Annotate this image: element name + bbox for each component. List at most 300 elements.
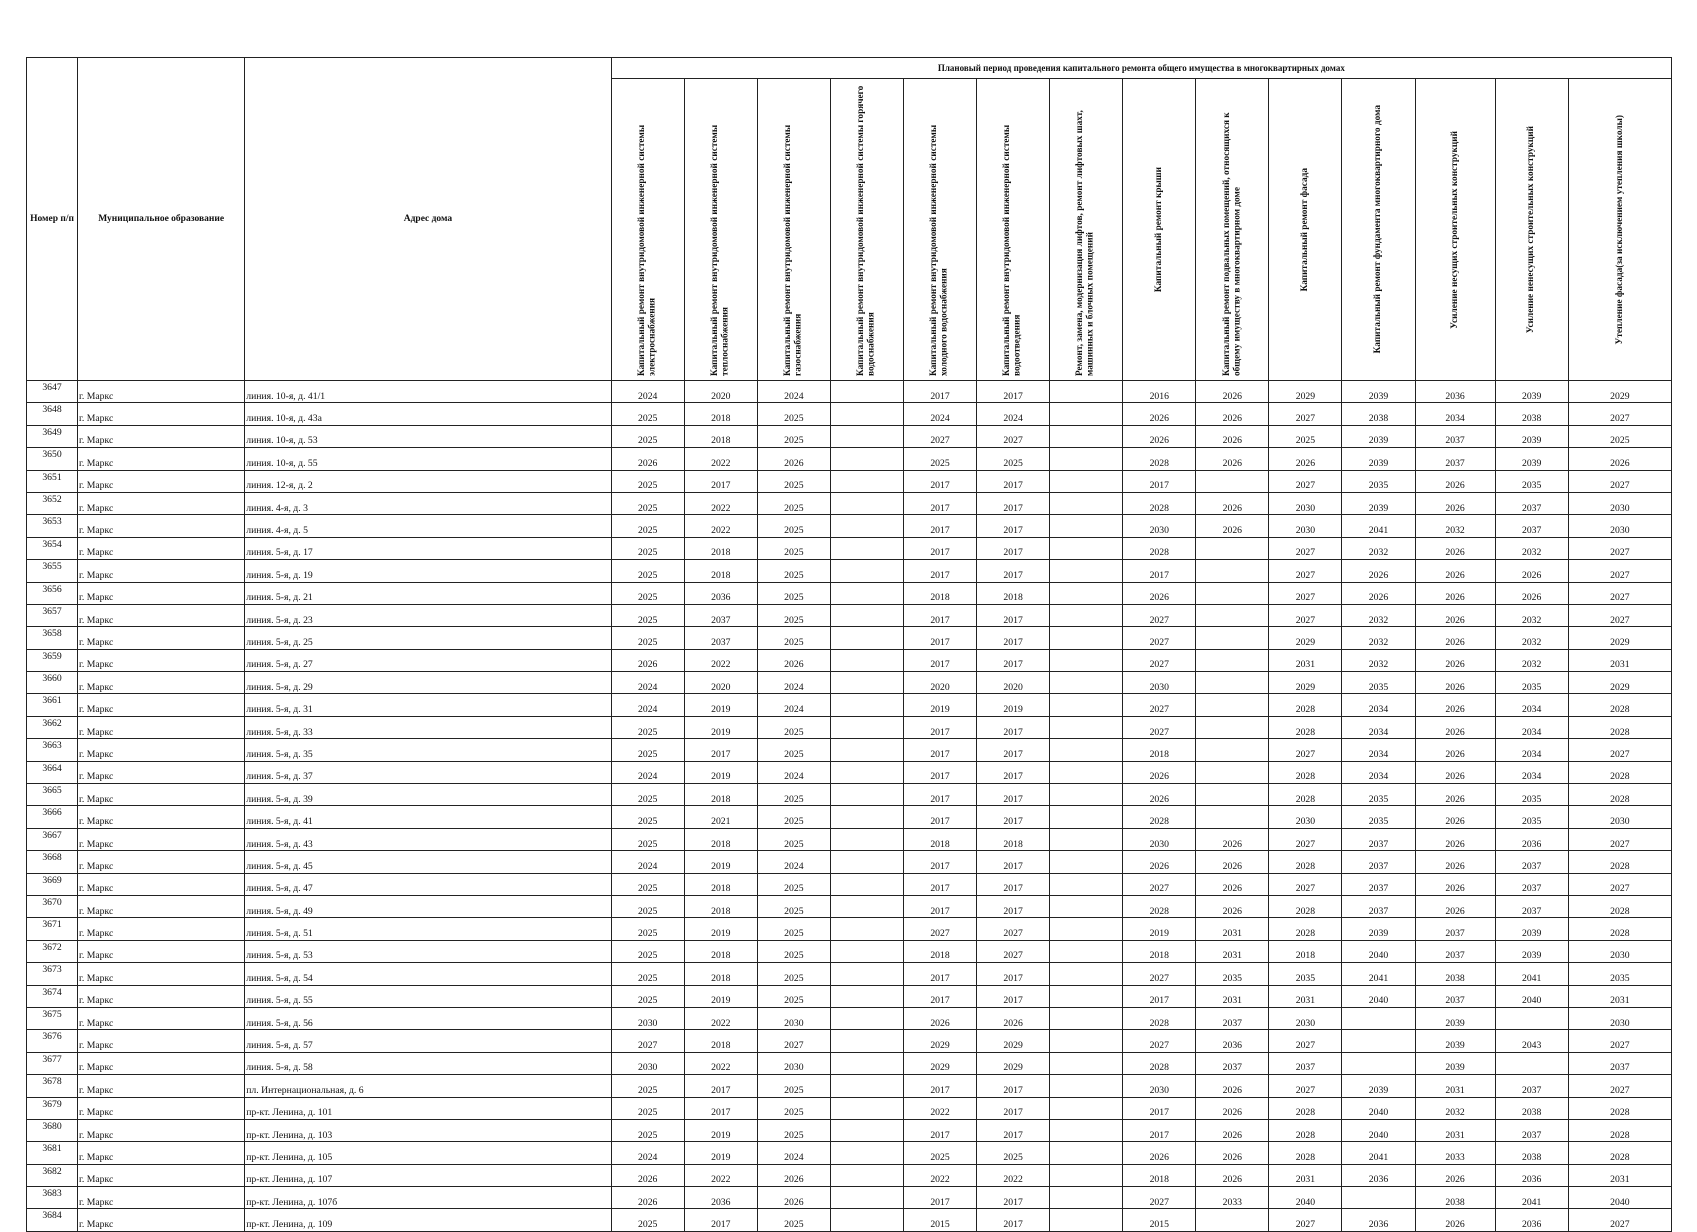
row-year-cell: 2039 xyxy=(1495,425,1568,447)
row-year-cell xyxy=(830,381,903,403)
row-year-cell: 2020 xyxy=(977,672,1050,694)
row-year-cell: 2017 xyxy=(903,784,976,806)
row-year-cell: 2026 xyxy=(1415,739,1495,761)
row-year-cell: 2027 xyxy=(1269,828,1342,850)
row-year-cell xyxy=(1050,381,1123,403)
row-year-cell: 2018 xyxy=(684,784,757,806)
row-year-cell: 2025 xyxy=(1269,425,1342,447)
row-year-cell: 2026 xyxy=(1342,560,1415,582)
table-row xyxy=(27,492,1672,514)
row-year-cell xyxy=(830,895,903,917)
row-year-cell: 2017 xyxy=(1123,1097,1196,1119)
row-year-cell: 2040 xyxy=(1269,1187,1342,1209)
row-year-cell: 2039 xyxy=(1415,1007,1495,1029)
row-year-cell: 2026 xyxy=(903,1007,976,1029)
row-year-cell: 2026 xyxy=(1196,1142,1269,1164)
row-address: линия. 5-я, д. 41 xyxy=(245,806,611,828)
row-year-cell: 2028 xyxy=(1568,784,1671,806)
row-number: 3669 xyxy=(27,873,78,895)
row-year-cell: 2043 xyxy=(1495,1030,1568,1052)
row-year-cell: 2015 xyxy=(1123,1209,1196,1231)
row-municipality: г. Маркс xyxy=(78,1187,245,1209)
row-year-cell: 2017 xyxy=(977,492,1050,514)
row-year-cell: 2017 xyxy=(684,1209,757,1231)
row-year-cell xyxy=(830,672,903,694)
table-row xyxy=(27,963,1672,985)
row-year-cell: 2026 xyxy=(1415,1209,1495,1231)
row-year-cell: 2019 xyxy=(684,985,757,1007)
row-year-cell: 2017 xyxy=(1123,470,1196,492)
row-year-cell: 2026 xyxy=(757,1164,830,1186)
row-year-cell: 2027 xyxy=(1123,649,1196,671)
row-year-cell: 2028 xyxy=(1269,851,1342,873)
row-year-cell: 2027 xyxy=(1568,739,1671,761)
row-year-cell: 2017 xyxy=(977,851,1050,873)
row-year-cell xyxy=(1196,560,1269,582)
header-work-6 xyxy=(977,79,1050,381)
row-year-cell xyxy=(830,492,903,514)
row-year-cell: 2026 xyxy=(1123,425,1196,447)
row-municipality: г. Маркс xyxy=(78,582,245,604)
header-work-12 xyxy=(1415,79,1495,381)
row-year-cell: 2022 xyxy=(684,1164,757,1186)
row-number: 3668 xyxy=(27,851,78,873)
row-number: 3659 xyxy=(27,649,78,671)
row-year-cell: 2024 xyxy=(611,381,684,403)
row-year-cell: 2037 xyxy=(1495,851,1568,873)
row-number: 3671 xyxy=(27,918,78,940)
row-address: пл. Интернациональная, д. 6 xyxy=(245,1075,611,1097)
row-address: линия. 5-я, д. 27 xyxy=(245,649,611,671)
row-year-cell: 2018 xyxy=(684,403,757,425)
row-year-cell: 2027 xyxy=(1123,1187,1196,1209)
row-year-cell xyxy=(830,1075,903,1097)
row-number: 3652 xyxy=(27,492,78,514)
row-year-cell: 2033 xyxy=(1196,1187,1269,1209)
row-year-cell: 2017 xyxy=(903,963,976,985)
row-year-cell xyxy=(1050,1187,1123,1209)
row-address: линия. 12-я, д. 2 xyxy=(245,470,611,492)
row-year-cell: 2026 xyxy=(1415,627,1495,649)
row-address: линия. 5-я, д. 35 xyxy=(245,739,611,761)
row-number: 3653 xyxy=(27,515,78,537)
row-year-cell: 2025 xyxy=(903,1142,976,1164)
row-year-cell xyxy=(1050,806,1123,828)
row-year-cell: 2026 xyxy=(1123,403,1196,425)
row-year-cell: 2017 xyxy=(903,1119,976,1141)
row-year-cell: 2024 xyxy=(757,851,830,873)
row-year-cell: 2018 xyxy=(684,895,757,917)
row-year-cell: 2035 xyxy=(1495,784,1568,806)
row-year-cell: 2025 xyxy=(757,582,830,604)
row-year-cell: 2039 xyxy=(1342,425,1415,447)
row-year-cell: 2035 xyxy=(1342,784,1415,806)
row-year-cell: 2025 xyxy=(757,985,830,1007)
row-year-cell: 2018 xyxy=(1269,940,1342,962)
row-year-cell: 2027 xyxy=(1568,560,1671,582)
row-number: 3647 xyxy=(27,381,78,403)
row-year-cell: 2018 xyxy=(684,537,757,559)
row-address: пр-кт. Ленина, д. 101 xyxy=(245,1097,611,1119)
row-year-cell: 2026 xyxy=(1196,828,1269,850)
row-year-cell xyxy=(830,851,903,873)
row-year-cell: 2028 xyxy=(1269,1097,1342,1119)
header-work-label: Капитальный ремонт внутридомовой инженерной системы теплоснабжения xyxy=(710,124,731,376)
row-year-cell: 2039 xyxy=(1342,492,1415,514)
row-number: 3684 xyxy=(27,1209,78,1231)
row-year-cell: 2027 xyxy=(1568,828,1671,850)
row-year-cell: 2037 xyxy=(1415,940,1495,962)
row-year-cell: 2039 xyxy=(1342,381,1415,403)
row-number: 3676 xyxy=(27,1030,78,1052)
row-year-cell: 2018 xyxy=(684,1030,757,1052)
row-year-cell: 2026 xyxy=(1568,448,1671,470)
row-year-cell: 2032 xyxy=(1342,537,1415,559)
table-row xyxy=(27,873,1672,895)
row-year-cell: 2036 xyxy=(1196,1030,1269,1052)
row-year-cell xyxy=(830,515,903,537)
table-row xyxy=(27,672,1672,694)
table-row xyxy=(27,604,1672,626)
row-year-cell: 2034 xyxy=(1342,739,1415,761)
row-number: 3677 xyxy=(27,1052,78,1074)
row-year-cell xyxy=(1342,1030,1415,1052)
table-row xyxy=(27,1052,1672,1074)
row-year-cell xyxy=(1196,537,1269,559)
row-year-cell: 2028 xyxy=(1269,784,1342,806)
row-year-cell xyxy=(1050,537,1123,559)
row-year-cell: 2039 xyxy=(1415,1030,1495,1052)
row-year-cell: 2020 xyxy=(684,672,757,694)
row-year-cell: 2041 xyxy=(1495,1187,1568,1209)
row-year-cell: 2018 xyxy=(684,873,757,895)
table-row xyxy=(27,1142,1672,1164)
row-year-cell: 2017 xyxy=(977,895,1050,917)
row-year-cell: 2017 xyxy=(903,470,976,492)
row-address: линия. 5-я, д. 39 xyxy=(245,784,611,806)
row-year-cell: 2028 xyxy=(1568,1119,1671,1141)
row-year-cell xyxy=(1196,672,1269,694)
row-year-cell: 2036 xyxy=(1415,381,1495,403)
row-year-cell: 2025 xyxy=(757,425,830,447)
row-year-cell: 2017 xyxy=(903,985,976,1007)
row-year-cell: 2025 xyxy=(611,582,684,604)
row-year-cell: 2026 xyxy=(611,649,684,671)
row-year-cell: 2029 xyxy=(903,1030,976,1052)
row-municipality: г. Маркс xyxy=(78,448,245,470)
row-address: линия. 10-я, д. 43а xyxy=(245,403,611,425)
row-year-cell: 2025 xyxy=(611,604,684,626)
row-year-cell: 2030 xyxy=(1269,492,1342,514)
row-year-cell: 2030 xyxy=(1123,1075,1196,1097)
row-year-cell xyxy=(1050,672,1123,694)
row-year-cell: 2017 xyxy=(903,739,976,761)
row-year-cell: 2025 xyxy=(611,492,684,514)
table-row xyxy=(27,537,1672,559)
row-number: 3672 xyxy=(27,940,78,962)
row-address: линия. 5-я, д. 56 xyxy=(245,1007,611,1029)
row-year-cell: 2037 xyxy=(1196,1007,1269,1029)
row-year-cell: 2017 xyxy=(903,761,976,783)
row-year-cell: 2037 xyxy=(684,604,757,626)
table-row xyxy=(27,582,1672,604)
table-row xyxy=(27,448,1672,470)
row-year-cell: 2017 xyxy=(977,761,1050,783)
row-year-cell: 2017 xyxy=(977,470,1050,492)
row-year-cell: 2017 xyxy=(903,806,976,828)
row-municipality: г. Маркс xyxy=(78,1119,245,1141)
row-year-cell: 2037 xyxy=(1495,492,1568,514)
row-year-cell: 2026 xyxy=(1415,649,1495,671)
row-year-cell: 2020 xyxy=(903,672,976,694)
row-year-cell: 2024 xyxy=(611,761,684,783)
row-year-cell: 2038 xyxy=(1415,1187,1495,1209)
row-year-cell xyxy=(830,537,903,559)
header-work-11 xyxy=(1342,79,1415,381)
row-year-cell: 2026 xyxy=(757,448,830,470)
row-municipality: г. Маркс xyxy=(78,649,245,671)
header-work-label: Капитальный ремонт крыши xyxy=(1153,166,1164,293)
row-year-cell xyxy=(830,582,903,604)
row-year-cell: 2028 xyxy=(1269,694,1342,716)
row-year-cell: 2025 xyxy=(611,784,684,806)
row-number: 3650 xyxy=(27,448,78,470)
row-year-cell: 2026 xyxy=(757,649,830,671)
row-year-cell: 2025 xyxy=(757,627,830,649)
row-year-cell: 2026 xyxy=(1196,515,1269,537)
row-year-cell: 2038 xyxy=(1495,403,1568,425)
row-year-cell xyxy=(1342,1187,1415,1209)
table-row xyxy=(27,1030,1672,1052)
row-municipality: г. Маркс xyxy=(78,1030,245,1052)
row-year-cell: 2035 xyxy=(1495,470,1568,492)
row-year-cell: 2025 xyxy=(757,492,830,514)
header-work-8 xyxy=(1123,79,1196,381)
row-year-cell xyxy=(1050,515,1123,537)
row-year-cell: 2025 xyxy=(757,828,830,850)
row-year-cell: 2019 xyxy=(977,694,1050,716)
row-year-cell: 2027 xyxy=(1568,1030,1671,1052)
row-year-cell: 2031 xyxy=(1196,985,1269,1007)
row-year-cell: 2027 xyxy=(1568,1075,1671,1097)
row-year-cell: 2017 xyxy=(1123,1119,1196,1141)
row-number: 3679 xyxy=(27,1097,78,1119)
row-year-cell: 2025 xyxy=(757,940,830,962)
row-year-cell: 2029 xyxy=(1568,627,1671,649)
row-year-cell: 2025 xyxy=(611,739,684,761)
row-year-cell: 2024 xyxy=(611,1142,684,1164)
row-year-cell: 2022 xyxy=(903,1164,976,1186)
row-number: 3658 xyxy=(27,627,78,649)
row-year-cell: 2040 xyxy=(1568,1187,1671,1209)
row-address: линия. 10-я, д. 53 xyxy=(245,425,611,447)
header-work-14 xyxy=(1568,79,1671,381)
repair-schedule-table xyxy=(26,57,1672,1232)
row-year-cell: 2034 xyxy=(1342,761,1415,783)
row-year-cell: 2034 xyxy=(1495,761,1568,783)
row-year-cell: 2037 xyxy=(1568,1052,1671,1074)
row-year-cell: 2018 xyxy=(977,828,1050,850)
row-year-cell: 2017 xyxy=(977,560,1050,582)
row-year-cell xyxy=(830,985,903,1007)
row-year-cell: 2035 xyxy=(1342,672,1415,694)
row-year-cell: 2032 xyxy=(1415,1097,1495,1119)
row-number: 3667 xyxy=(27,828,78,850)
row-year-cell: 2026 xyxy=(1196,1097,1269,1119)
row-year-cell: 2031 xyxy=(1568,1164,1671,1186)
row-year-cell: 2025 xyxy=(977,1142,1050,1164)
row-address: пр-кт. Ленина, д. 105 xyxy=(245,1142,611,1164)
row-year-cell: 2018 xyxy=(1123,1164,1196,1186)
row-year-cell: 2031 xyxy=(1415,1119,1495,1141)
row-year-cell xyxy=(830,425,903,447)
row-year-cell xyxy=(1050,1007,1123,1029)
row-year-cell: 2025 xyxy=(757,470,830,492)
row-address: линия. 5-я, д. 54 xyxy=(245,963,611,985)
row-year-cell: 2015 xyxy=(903,1209,976,1231)
row-year-cell: 2037 xyxy=(1495,1119,1568,1141)
row-year-cell: 2029 xyxy=(903,1052,976,1074)
row-year-cell: 2017 xyxy=(1123,985,1196,1007)
row-year-cell: 2017 xyxy=(684,470,757,492)
table-row xyxy=(27,918,1672,940)
row-year-cell: 2026 xyxy=(1123,582,1196,604)
row-municipality: г. Маркс xyxy=(78,784,245,806)
row-year-cell: 2029 xyxy=(1568,672,1671,694)
row-year-cell: 2031 xyxy=(1415,1075,1495,1097)
row-year-cell: 2026 xyxy=(611,1164,684,1186)
row-year-cell: 2017 xyxy=(903,627,976,649)
row-year-cell: 2025 xyxy=(611,828,684,850)
row-year-cell: 2032 xyxy=(1495,604,1568,626)
table-row xyxy=(27,425,1672,447)
row-municipality: г. Маркс xyxy=(78,1097,245,1119)
row-year-cell xyxy=(830,694,903,716)
row-year-cell: 2024 xyxy=(757,694,830,716)
row-year-cell: 2032 xyxy=(1342,627,1415,649)
row-year-cell: 2019 xyxy=(684,918,757,940)
row-year-cell: 2017 xyxy=(903,716,976,738)
row-year-cell: 2025 xyxy=(611,985,684,1007)
row-year-cell xyxy=(830,1052,903,1074)
row-number: 3665 xyxy=(27,784,78,806)
row-year-cell: 2039 xyxy=(1415,1052,1495,1074)
row-year-cell: 2039 xyxy=(1495,940,1568,962)
row-year-cell: 2027 xyxy=(611,1030,684,1052)
row-municipality: г. Маркс xyxy=(78,1052,245,1074)
row-year-cell: 2029 xyxy=(977,1052,1050,1074)
row-year-cell xyxy=(1050,604,1123,626)
row-year-cell xyxy=(1050,492,1123,514)
row-year-cell: 2027 xyxy=(1568,1209,1671,1231)
row-year-cell: 2019 xyxy=(684,694,757,716)
row-year-cell: 2018 xyxy=(1123,739,1196,761)
row-municipality: г. Маркс xyxy=(78,918,245,940)
header-address: Адрес дома xyxy=(245,58,611,381)
row-year-cell: 2038 xyxy=(1415,963,1495,985)
row-year-cell: 2030 xyxy=(1568,940,1671,962)
row-year-cell: 2026 xyxy=(1415,560,1495,582)
row-year-cell: 2026 xyxy=(757,1187,830,1209)
row-year-cell: 2027 xyxy=(903,918,976,940)
row-year-cell: 2026 xyxy=(1415,694,1495,716)
row-year-cell: 2025 xyxy=(757,604,830,626)
row-year-cell: 2025 xyxy=(757,403,830,425)
row-year-cell: 2017 xyxy=(977,649,1050,671)
row-year-cell: 2025 xyxy=(757,918,830,940)
row-year-cell xyxy=(1050,560,1123,582)
row-municipality: г. Маркс xyxy=(78,470,245,492)
row-year-cell xyxy=(830,784,903,806)
row-year-cell: 2025 xyxy=(1568,425,1671,447)
row-year-cell: 2032 xyxy=(1342,604,1415,626)
row-year-cell: 2037 xyxy=(1415,448,1495,470)
row-year-cell xyxy=(830,716,903,738)
row-year-cell xyxy=(1050,1075,1123,1097)
row-year-cell: 2027 xyxy=(1269,739,1342,761)
row-year-cell xyxy=(830,403,903,425)
row-year-cell xyxy=(1196,1209,1269,1231)
row-year-cell: 2036 xyxy=(1495,828,1568,850)
row-year-cell: 2031 xyxy=(1568,985,1671,1007)
row-year-cell: 2017 xyxy=(977,873,1050,895)
row-year-cell: 2031 xyxy=(1269,649,1342,671)
row-year-cell: 2039 xyxy=(1495,918,1568,940)
row-year-cell: 2019 xyxy=(684,761,757,783)
row-year-cell: 2037 xyxy=(1495,873,1568,895)
row-address: линия. 5-я, д. 33 xyxy=(245,716,611,738)
row-year-cell: 2037 xyxy=(1342,895,1415,917)
row-year-cell: 2027 xyxy=(1568,403,1671,425)
row-year-cell xyxy=(830,828,903,850)
row-year-cell: 2028 xyxy=(1568,895,1671,917)
row-address: линия. 10-я, д. 55 xyxy=(245,448,611,470)
table-row xyxy=(27,1119,1672,1141)
row-year-cell: 2029 xyxy=(1568,381,1671,403)
row-year-cell: 2025 xyxy=(757,739,830,761)
row-year-cell: 2019 xyxy=(684,716,757,738)
row-year-cell: 2038 xyxy=(1342,403,1415,425)
row-address: пр-кт. Ленина, д. 107б xyxy=(245,1187,611,1209)
row-year-cell xyxy=(1342,1052,1415,1074)
row-year-cell: 2028 xyxy=(1123,895,1196,917)
row-year-cell: 2035 xyxy=(1495,806,1568,828)
row-number: 3663 xyxy=(27,739,78,761)
header-work-2 xyxy=(684,79,757,381)
row-year-cell: 2032 xyxy=(1495,537,1568,559)
row-year-cell: 2030 xyxy=(611,1052,684,1074)
row-year-cell: 2017 xyxy=(977,515,1050,537)
header-work-label: Утепление фасада(за исключением утепления школы) xyxy=(1614,114,1625,345)
row-year-cell: 2025 xyxy=(611,470,684,492)
row-year-cell: 2028 xyxy=(1269,1142,1342,1164)
row-year-cell xyxy=(1050,403,1123,425)
row-year-cell xyxy=(830,963,903,985)
row-address: линия. 5-я, д. 19 xyxy=(245,560,611,582)
table-body xyxy=(27,381,1672,1232)
row-year-cell: 2039 xyxy=(1342,1075,1415,1097)
row-number: 3680 xyxy=(27,1119,78,1141)
row-year-cell: 2025 xyxy=(757,963,830,985)
row-number: 3666 xyxy=(27,806,78,828)
row-year-cell: 2035 xyxy=(1342,470,1415,492)
row-municipality: г. Маркс xyxy=(78,403,245,425)
row-year-cell: 2031 xyxy=(1196,940,1269,962)
row-year-cell: 2017 xyxy=(977,381,1050,403)
header-group: Плановый период проведения капитального ремонта общего имущества в многоквартирных домах xyxy=(611,58,1671,79)
row-year-cell: 2037 xyxy=(1415,918,1495,940)
table-row xyxy=(27,739,1672,761)
